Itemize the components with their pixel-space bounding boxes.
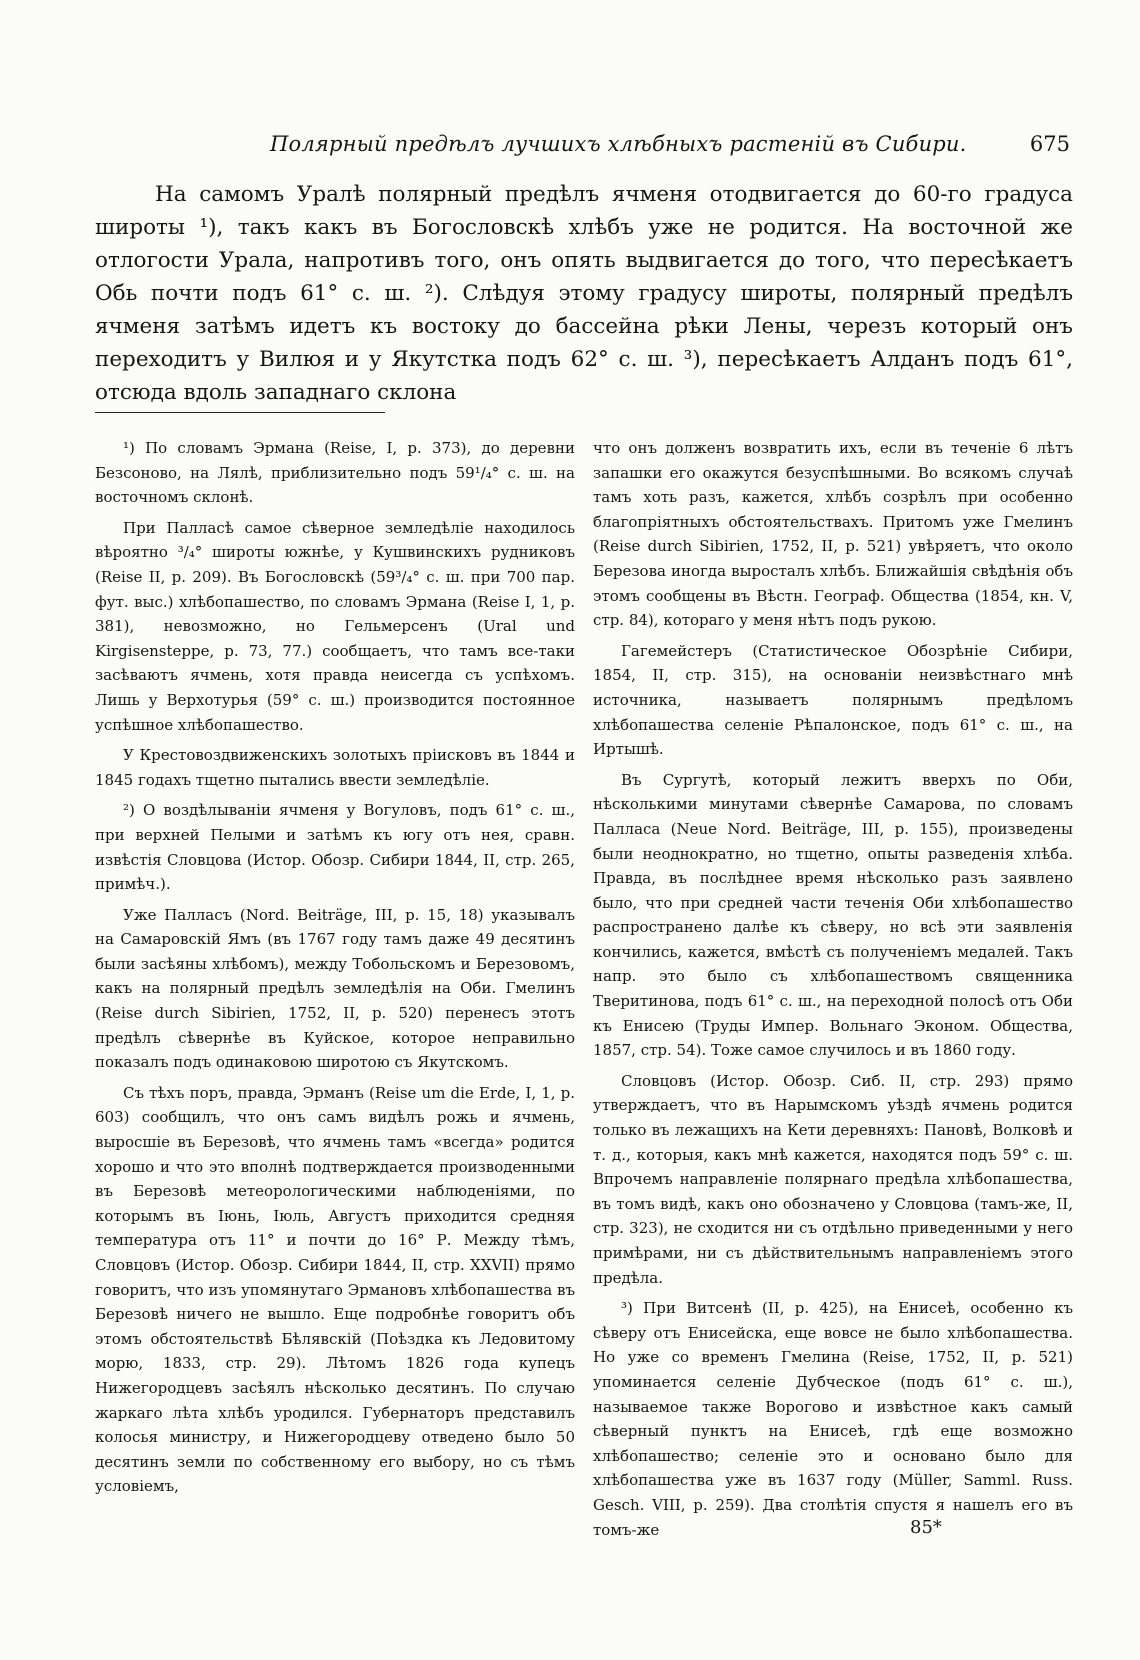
footnote-paragraph: Съ тѣхъ поръ, правда, Эрманъ (Reise um die Erde, I, 1, p. 603) сообщилъ, что онъ самъ видѣлъ рожь и ячмень, выросшіе въ Березовѣ, что ячмень тамъ «всегда» родится хорошо и что это вполнѣ подтверждается производенными въ Березовѣ метеорологическими наблюденіями, по которымъ въ Іюнь, Іюль, Августъ приходится средняя температура отъ 11° и почти до 16° Р. Между тѣмъ, Словцовъ (Истор. Обозр. Сибири 1844, II, стр. XXVII) прямо говоритъ, что изъ упомянутаго Эрмановъ хлѣбопашества въ Березовѣ ничего не вышло. Еще подробнѣе говоритъ объ этомъ обстоятельствѣ Бѣлявскій (Поѣздка къ Ледовитому морю, 1833, стр. 29). Лѣтомъ 1826 года купецъ Нижегородцевъ засѣялъ нѣсколько десятинъ. По случаю жаркаго лѣта хлѣбъ уродился. Губернаторъ представилъ колосья министру, и Нижегородцеву отведено было 50 десятинъ земли по собственному его выбору, но съ тѣмъ условіемъ, bbox=[95, 1083, 575, 1496]
footnotes-left-column bbox=[95, 436, 575, 1505]
signature-mark: 85* bbox=[910, 1517, 942, 1538]
footnote-paragraph: Гагемейстеръ (Статистическое Обозрѣніе Сибири, 1854, II, стр. 315), на основаніи неизвѣстнаго мнѣ источника, называетъ полярнымъ предѣломъ хлѣбопашества селеніе Рѣпалонское, подъ 61° с. ш., на Иртышѣ. bbox=[593, 641, 1073, 759]
running-title: Полярный предѣлъ лучшихъ хлѣбныхъ растеній въ Сибири. bbox=[270, 132, 967, 156]
footnote-separator bbox=[95, 412, 385, 413]
footnotes-right-column bbox=[593, 436, 1073, 1548]
footnote-paragraph: что онъ долженъ возвратить ихъ, если въ теченіе 6 лѣтъ запашки его окажутся безуспѣшными. Во всякомъ случаѣ тамъ хоть разъ, кажется, хлѣбъ созрѣлъ при особенно благопріятныхъ обстоятельствахъ. Притомъ уже Гмелинъ (Reise durch Sibirien, 1752, II, p. 521) увѣряетъ, что около Березова иногда выросталъ хлѣбъ. Ближайшія свѣдѣнія объ этомъ сообщены въ Вѣстн. Географ. Общества (1854, кн. V, стр. 84), котораго у меня нѣтъ подъ рукою. bbox=[593, 439, 1073, 630]
main-paragraph: На самомъ Уралѣ полярный предѣлъ ячменя отодвигается до 60-го градуса широты ¹), такъ какъ въ Богословскѣ хлѣбъ уже не родится. На восточной же отлогости Урала, напротивъ того, онъ опять выдвигается до того, что пересѣкаетъ Обь почти подъ 61° с. ш. ²). Слѣдуя этому градусу широты, полярный предѣлъ ячменя затѣмъ идетъ къ востоку до бассейна рѣки Лены, черезъ который онъ переходитъ у Вилюя и у Якутстка подъ 62° с. ш. ³), пересѣкаетъ Алданъ подъ 61°, отсюда вдоль западнаго склона bbox=[95, 182, 1073, 405]
footnote-1: ¹) По словамъ Эрмана (Reise, I, p. 373), до деревни Безсоново, на Лялѣ, приблизительно подъ 59¹/₄° с. ш. на восточномъ склонѣ. bbox=[95, 439, 575, 507]
footnote-paragraph: У Крестовоздвиженскихъ золотыхъ пріисковъ въ 1844 и 1845 годахъ тщетно пытались ввести земледѣліе. bbox=[95, 746, 575, 789]
page-number: 675 bbox=[1029, 132, 1070, 156]
footnote-3: ³) При Витсенѣ (II, p. 425), на Енисеѣ, особенно къ сѣверу отъ Енисейска, еще вовсе не было хлѣбопашества. Но уже со временъ Гмелина (Reise, 1752, II, p. 521) упоминается селеніе Дубческое (подъ 61° с. ш.), называемое также Ворогово и извѣстное какъ самый сѣверный пунктъ на Енисеѣ, гдѣ еще возможно хлѣбопашество; селеніе это и основано было для хлѣбопашества уже въ 1637 году (Müller, Samml. Russ. Gesch. VIII, p. 259). Два столѣтія спустя я нашелъ его въ томъ-же bbox=[593, 1299, 1073, 1539]
footnote-paragraph: Въ Сургутѣ, который лежитъ вверхъ по Оби, нѣсколькими минутами сѣвернѣе Самарова, по словамъ Палласа (Neue Nord. Beiträge, III, p. 155), произведены были неоднократно, но тщетно, опыты разведенія хлѣба. Правда, въ послѣднее время нѣсколько разъ заявлено было, что при средней части теченія Оби хлѣбопашество распространено далѣе къ сѣверу, но всѣ эти заявленія кончились, кажется, вмѣстѣ съ полученіемъ медалей. Такъ напр. это было съ хлѣбопашествомъ священника Тверитинова, подъ 61° с. ш., на переходной полосѣ отъ Оби къ Енисею (Труды Импер. Вольнаго Эконом. Общества, 1857, стр. 54). Тоже самое случилось и въ 1860 году. bbox=[593, 770, 1073, 1060]
footnote-paragraph: Уже Палласъ (Nord. Beiträge, III, p. 15, 18) указывалъ на Самаровскій Ямъ (въ 1767 году тамъ даже 49 десятинъ были засѣяны хлѣбомъ), между Тобольскомъ и Березовомъ, какъ на полярный предѣлъ земледѣлія на Оби. Гмелинъ (Reise durch Sibirien, 1752, II, p. 520) перенесъ этотъ предѣлъ сѣвернѣе въ Куйское, которое неправильно показалъ подъ одинаковою широтою съ Якутскомъ. bbox=[95, 905, 575, 1072]
footnote-2: ²) О воздѣлываніи ячменя у Вогуловъ, подъ 61° с. ш., при верхней Пелыми и затѣмъ къ югу отъ нея, сравн. извѣстія Словцова (Истор. Обозр. Сибири 1844, II, стр. 265, примѣч.). bbox=[95, 801, 575, 894]
footnote-paragraph: Словцовъ (Истор. Обозр. Сиб. II, стр. 293) прямо утверждаетъ, что въ Нарымскомъ уѣздѣ ячмень родится только въ лежащихъ на Кети деревняхъ: Пановѣ, Волковѣ и т. д., которыя, какъ мнѣ кажется, находятся подъ 59° с. ш. Впрочемъ направленіе полярнаго предѣла хлѣбопашества, въ томъ видѣ, какъ оно обозначено у Словцова (тамъ-же, II, стр. 323), не сходится ни съ отдѣльно приведенными у него примѣрами, ни съ дѣйствительнымъ направленіемъ этого предѣла. bbox=[593, 1071, 1073, 1287]
footnote-paragraph: При Палласѣ самое сѣверное земледѣліе находилось вѣроятно ³/₄° широты южнѣе, у Кушвинскихъ рудниковъ (Reise II, p. 209). Въ Богословскѣ (59³/₄° с. ш. при 700 пар. фут. выс.) хлѣбопашество, по словамъ Эрмана (Reise I, 1, p. 381), невозможно, но Гельмерсенъ (Ural und Kirgisensteppe, p. 73, 77.) сообщаетъ, что тамъ все-таки засѣваютъ ячмень, хотя правда неисегда съ успѣхомъ. Лишь у Верхотурья (59° с. ш.) производится постоянное успѣшное хлѣбопашество. bbox=[95, 518, 575, 734]
running-header bbox=[140, 132, 1070, 166]
